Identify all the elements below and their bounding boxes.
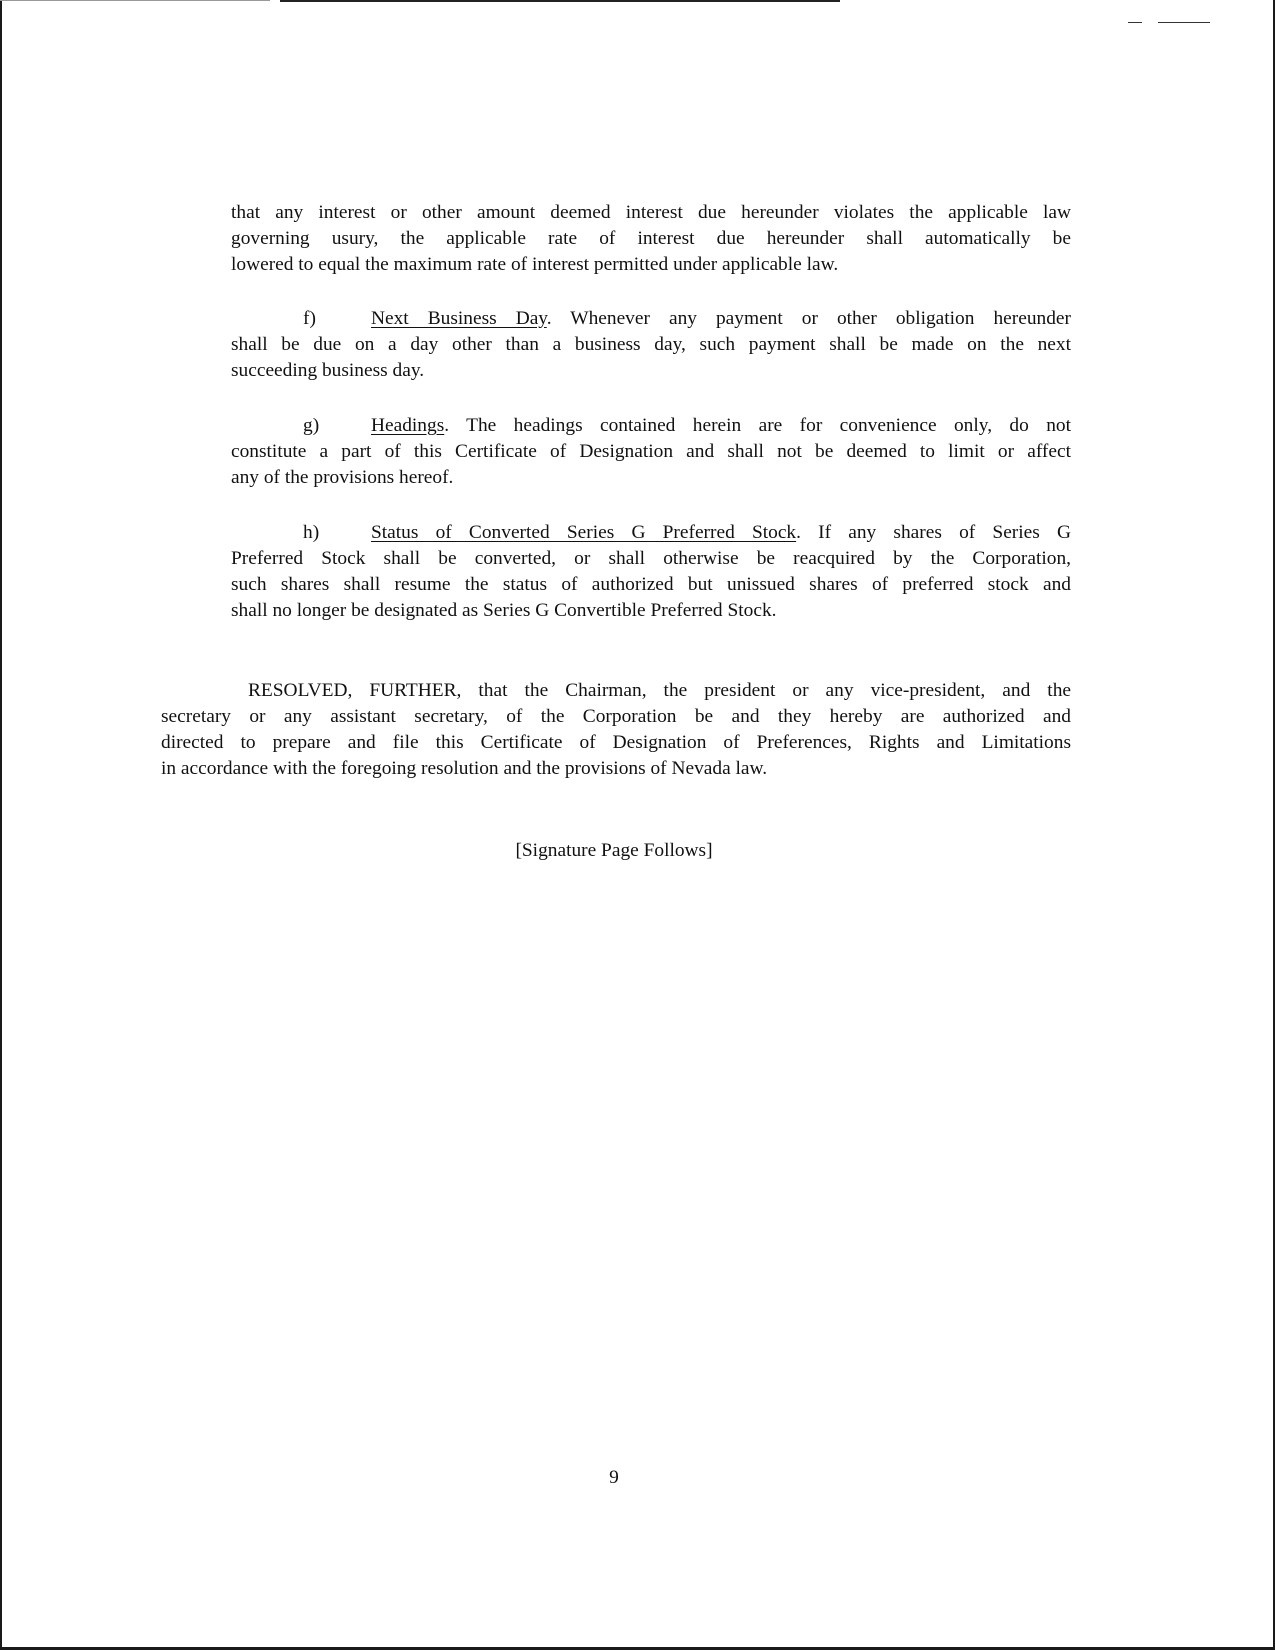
paragraph-line: governing usury, the applicable rate of interest due hereunder shall automatically be [231,228,1071,249]
resolution-paragraph [161,678,1071,782]
section-label: f) [303,308,316,329]
section-heading: Headings [371,415,445,436]
paragraph-line: lowered to equal the maximum rate of interest permitted under applicable law. [231,254,839,275]
paragraph-line: that any interest or other amount deemed interest due hereunder violates the applicable law [231,202,1071,223]
section-label: g) [303,415,320,436]
page-number: 9 [609,1467,619,1488]
paragraph-line: shall be due on a day other than a business day, such payment shall be made on the next [231,334,1071,355]
scan-top-rule [280,0,840,2]
paragraph-line: directed to prepare and file this Certificate of Designation of Preferences, Rights and Limitations [161,732,1071,753]
section-first-line [231,413,1071,439]
section-first-line [231,306,1071,332]
section-first-line-text: . If any shares of Series G [796,522,1071,543]
section-g [231,413,1071,491]
resolution-first-line-text: RESOLVED, FURTHER, that the Chairman, the president or any vice-president, and the [248,680,1071,701]
scan-top-rule-left [0,0,270,1]
section-first-line-text: . The headings contained herein are for convenience only, do not [444,415,1071,436]
paragraph-line: Preferred Stock shall be converted, or shall otherwise be reacquired by the Corporation, [231,548,1071,569]
section-heading: Status of Converted Series G Preferred Stock [371,522,797,543]
paragraph-line: any of the provisions hereof. [231,467,454,488]
paragraph-line: constitute a part of this Certificate of Designation and shall not be deemed to limit or affect [231,441,1071,462]
paragraph-line: secretary or any assistant secretary, of the Corporation be and they hereby are authorized and [161,706,1071,727]
section-first-line [231,520,1071,546]
scan-corner-mark-short [1128,22,1142,23]
section-h [231,520,1071,624]
section-f [231,306,1071,384]
signature-page-note: [Signature Page Follows] [515,840,713,861]
paragraph-line: such shares shall resume the status of authorized but unissued shares of preferred stock and [231,574,1071,595]
paragraph-line: shall no longer be designated as Series G Convertible Preferred Stock. [231,600,777,621]
continuation-paragraph [231,200,1071,278]
paragraph-line: succeeding business day. [231,360,425,381]
section-first-line-text: . Whenever any payment or other obligation hereunder [546,308,1071,329]
section-heading: Next Business Day [371,308,547,329]
paragraph-line: in accordance with the foregoing resolution and the provisions of Nevada law. [161,758,768,779]
section-label: h) [303,522,320,543]
resolution-first-line [161,678,1071,704]
scan-corner-mark-long [1158,22,1210,23]
